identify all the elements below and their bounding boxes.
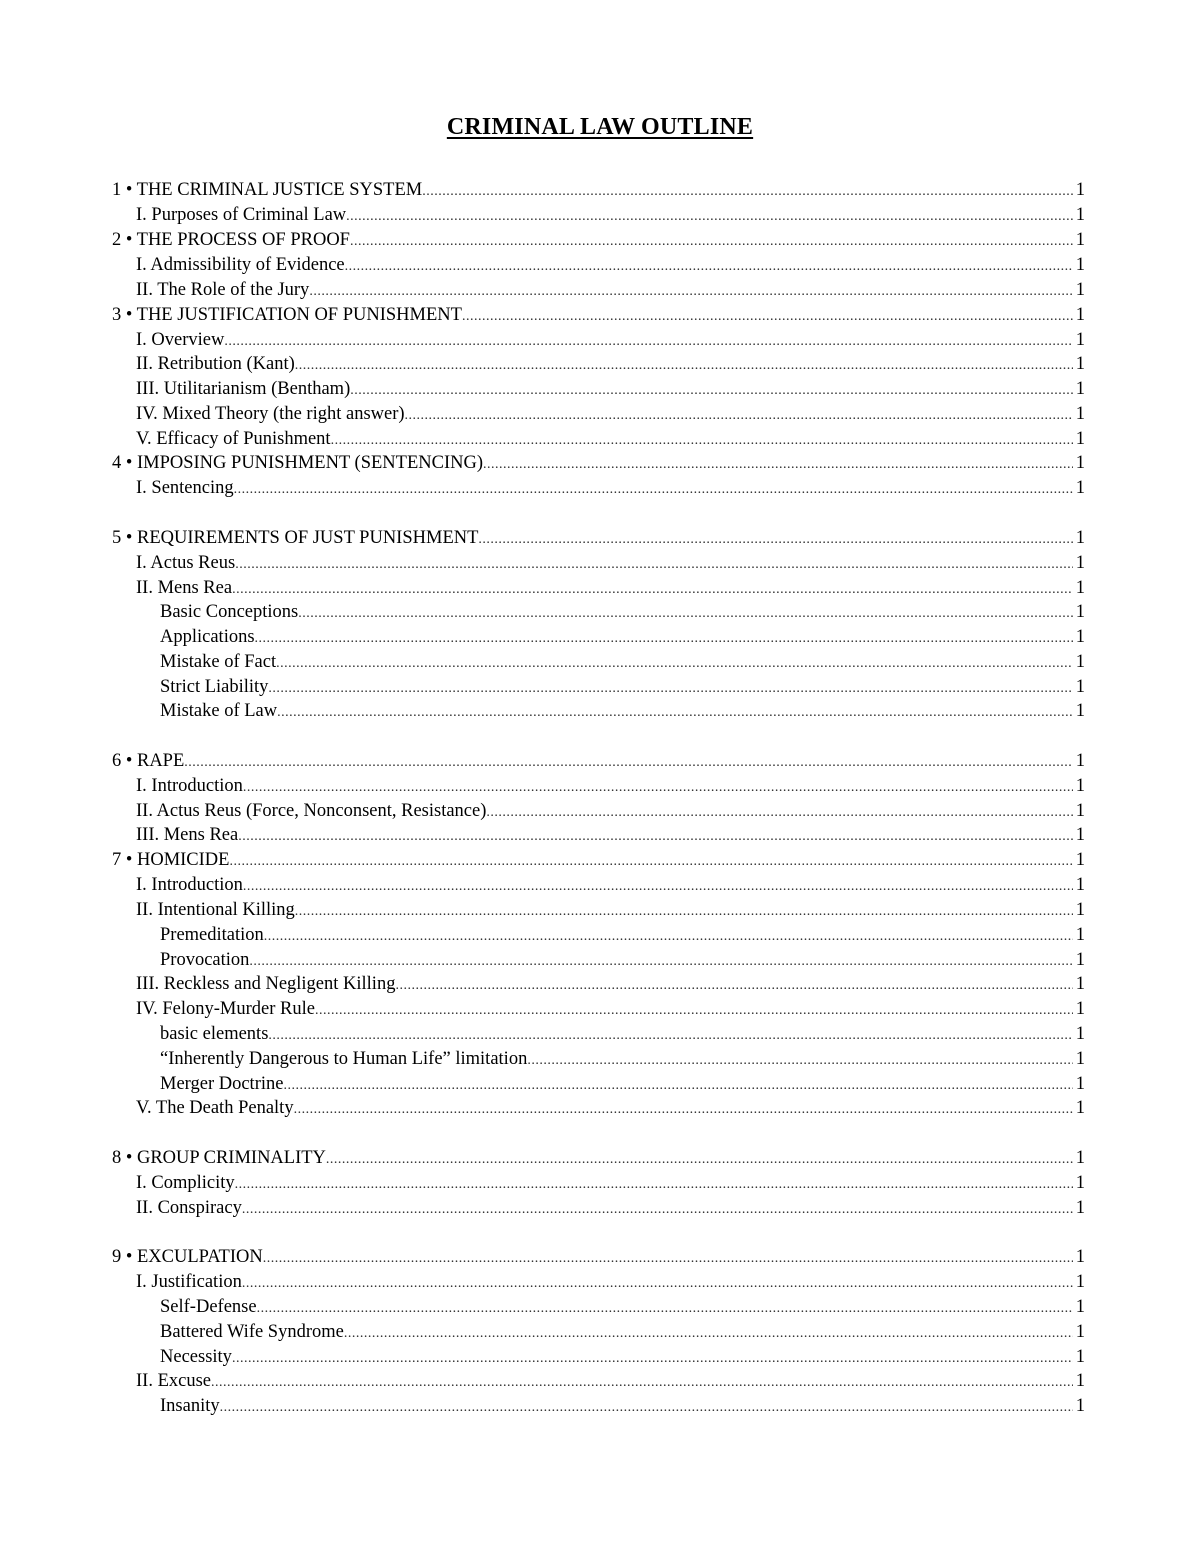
toc-dot-leader	[527, 1049, 1073, 1071]
toc-subsection-entry	[160, 1022, 1085, 1046]
toc-page-number: 1	[1075, 528, 1085, 548]
toc-entry-label: 5 • REQUIREMENTS OF JUST PUNISHMENT	[112, 528, 479, 548]
toc-page-number: 1	[1075, 602, 1085, 622]
toc-subsection-entry	[160, 1072, 1085, 1096]
toc-page-number: 1	[1075, 925, 1085, 945]
toc-page-number: 1	[1075, 205, 1085, 225]
toc-dot-leader	[350, 379, 1073, 401]
toc-entry-label: V. Efficacy of Punishment	[136, 429, 331, 449]
toc-entry-label: I. Overview	[136, 330, 225, 350]
toc-entry-label: 8 • GROUP CRIMINALITY	[112, 1148, 326, 1168]
toc-entry-label: Premeditation	[160, 925, 264, 945]
toc-page-number: 1	[1075, 255, 1085, 275]
toc-page-number: 1	[1075, 1247, 1085, 1267]
toc-subsection-entry	[160, 625, 1085, 649]
toc-entry-label: “Inherently Dangerous to Human Life” limitation	[160, 1049, 528, 1069]
toc-dot-leader	[235, 1173, 1073, 1195]
toc-section-entry	[136, 551, 1085, 575]
toc-dot-leader	[295, 900, 1073, 922]
toc-chapter-entry	[112, 848, 1085, 872]
toc-dot-leader	[346, 205, 1073, 227]
toc-entry-label: 3 • THE JUSTIFICATION OF PUNISHMENT	[112, 305, 462, 325]
toc-entry-label: I. Introduction	[136, 875, 243, 895]
toc-subsection-entry	[160, 650, 1085, 674]
toc-page-number: 1	[1075, 875, 1085, 895]
toc-page-number: 1	[1075, 180, 1085, 200]
toc-section-entry	[136, 427, 1085, 451]
toc-section-entry	[136, 823, 1085, 847]
toc-dot-leader	[483, 453, 1073, 475]
toc-dot-leader	[264, 925, 1073, 947]
toc-entry-label: III. Reckless and Negligent Killing	[136, 974, 396, 994]
toc-entry-label: II. Excuse	[136, 1371, 211, 1391]
toc-entry-label: Battered Wife Syndrome	[160, 1322, 344, 1342]
toc-dot-leader	[242, 1272, 1073, 1294]
toc-page-number: 1	[1075, 776, 1085, 796]
toc-dot-leader	[224, 330, 1073, 352]
toc-chapter-entry	[112, 1146, 1085, 1170]
toc-dot-leader	[344, 1322, 1073, 1344]
toc-dot-leader	[242, 1198, 1073, 1220]
toc-page-number: 1	[1075, 1396, 1085, 1416]
toc-entry-label: 1 • THE CRIMINAL JUSTICE SYSTEM	[112, 180, 423, 200]
toc-entry-label: 2 • THE PROCESS OF PROOF	[112, 230, 350, 250]
toc-entry-label: Self-Defense	[160, 1297, 257, 1317]
toc-subsection-entry	[160, 600, 1085, 624]
toc-chapter-entry	[112, 303, 1085, 327]
toc-page-number: 1	[1075, 677, 1085, 697]
toc-entry-label: Strict Liability	[160, 677, 269, 697]
toc-dot-leader	[257, 1297, 1073, 1319]
toc-dot-leader	[232, 1347, 1073, 1369]
toc-dot-leader	[478, 528, 1073, 550]
toc-page-number: 1	[1075, 627, 1085, 647]
toc-entry-label: Mistake of Law	[160, 701, 278, 721]
toc-dot-leader	[309, 280, 1073, 302]
toc-page-number: 1	[1075, 1074, 1085, 1094]
toc-page-number: 1	[1075, 1024, 1085, 1044]
toc-dot-leader	[234, 478, 1073, 500]
toc-entry-label: 7 • HOMICIDE	[112, 850, 230, 870]
toc-page-number: 1	[1075, 429, 1085, 449]
toc-dot-leader	[268, 677, 1073, 699]
toc-subsection-entry	[160, 675, 1085, 699]
toc-page-number: 1	[1075, 230, 1085, 250]
toc-entry-label: Merger Doctrine	[160, 1074, 284, 1094]
toc-entry-label: Provocation	[160, 950, 250, 970]
toc-entry-label: II. Retribution (Kant)	[136, 354, 295, 374]
toc-subsection-entry	[160, 1345, 1085, 1369]
toc-chapter-entry	[112, 228, 1085, 252]
toc-dot-leader	[220, 1396, 1073, 1418]
toc-subsection-entry	[160, 1047, 1085, 1071]
toc-entry-label: V. The Death Penalty	[136, 1098, 294, 1118]
toc-page-number: 1	[1075, 999, 1085, 1019]
toc-page-number: 1	[1075, 453, 1085, 473]
toc-entry-label: IV. Mixed Theory (the right answer)	[136, 404, 405, 424]
toc-page-number: 1	[1075, 1347, 1085, 1367]
toc-dot-leader	[232, 578, 1073, 600]
toc-entry-label: II. Conspiracy	[136, 1198, 242, 1218]
toc-dot-leader	[255, 627, 1073, 649]
toc-entry-label: IV. Felony-Murder Rule	[136, 999, 315, 1019]
toc-dot-leader	[315, 999, 1073, 1021]
toc-entry-label: I. Introduction	[136, 776, 243, 796]
toc-page-number: 1	[1075, 751, 1085, 771]
toc-page-number: 1	[1075, 1098, 1085, 1118]
toc-dot-leader	[243, 875, 1073, 897]
toc-page-number: 1	[1075, 1272, 1085, 1292]
toc-entry-label: II. Mens Rea	[136, 578, 233, 598]
toc-dot-leader	[263, 1247, 1073, 1269]
toc-dot-leader	[238, 825, 1073, 847]
toc-dot-leader	[283, 1074, 1073, 1096]
toc-subsection-entry	[160, 1394, 1085, 1418]
toc-section-entry	[136, 873, 1085, 897]
toc-dot-leader	[298, 602, 1073, 624]
toc-page-number: 1	[1075, 379, 1085, 399]
toc-dot-leader	[462, 305, 1073, 327]
toc-section-entry	[136, 278, 1085, 302]
toc-section-entry	[136, 972, 1085, 996]
toc-dot-leader	[294, 1098, 1073, 1120]
toc-page-number: 1	[1075, 825, 1085, 845]
toc-entry-label: Necessity	[160, 1347, 232, 1367]
toc-chapter-entry	[112, 178, 1085, 202]
toc-section-entry	[136, 898, 1085, 922]
toc-page-number: 1	[1075, 1371, 1085, 1391]
toc-dot-leader	[422, 180, 1073, 202]
toc-dot-leader	[211, 1371, 1073, 1393]
toc-section-entry	[136, 476, 1085, 500]
toc-dot-leader	[326, 1148, 1073, 1170]
toc-section-entry	[136, 997, 1085, 1021]
toc-entry-label: II. Intentional Killing	[136, 900, 295, 920]
toc-entry-label: I. Actus Reus	[136, 553, 236, 573]
toc-entry-label: III. Mens Rea	[136, 825, 239, 845]
toc-section-entry	[136, 253, 1085, 277]
toc-dot-leader	[268, 1024, 1073, 1046]
toc-section-entry	[136, 328, 1085, 352]
toc-section-entry	[136, 774, 1085, 798]
toc-chapter-entry	[112, 1245, 1085, 1269]
toc-page-number: 1	[1075, 578, 1085, 598]
toc-entry-label: Basic Conceptions	[160, 602, 299, 622]
toc-page-number: 1	[1075, 900, 1085, 920]
toc-section-entry	[136, 377, 1085, 401]
toc-section-entry	[136, 1196, 1085, 1220]
toc-entry-label: Applications	[160, 627, 255, 647]
toc-subsection-entry	[160, 1295, 1085, 1319]
toc-chapter-entry	[112, 749, 1085, 773]
toc-dot-leader	[486, 801, 1073, 823]
toc-page-number: 1	[1075, 305, 1085, 325]
toc-section-entry	[136, 1171, 1085, 1195]
document-title: CRIMINAL LAW OUTLINE	[446, 114, 754, 140]
toc-page-number: 1	[1075, 1322, 1085, 1342]
toc-subsection-entry	[160, 699, 1085, 723]
toc-dot-leader	[345, 255, 1073, 277]
toc-page-number: 1	[1075, 354, 1085, 374]
toc-entry-label: Mistake of Fact	[160, 652, 277, 672]
toc-dot-leader	[331, 429, 1073, 451]
toc-chapter-entry	[112, 451, 1085, 475]
toc-section-entry	[136, 1096, 1085, 1120]
toc-subsection-entry	[160, 948, 1085, 972]
toc-dot-leader	[405, 404, 1073, 426]
toc-page-number: 1	[1075, 950, 1085, 970]
toc-dot-leader	[184, 751, 1073, 773]
toc-page-number: 1	[1075, 280, 1085, 300]
toc-dot-leader	[276, 652, 1073, 674]
toc-page-number: 1	[1075, 974, 1085, 994]
toc-dot-leader	[249, 950, 1073, 972]
toc-entry-label: basic elements	[160, 1024, 269, 1044]
toc-page-number: 1	[1075, 553, 1085, 573]
toc-entry-label: 6 • RAPE	[112, 751, 185, 771]
toc-subsection-entry	[160, 923, 1085, 947]
toc-dot-leader	[229, 850, 1073, 872]
toc-entry-label: I. Justification	[136, 1272, 242, 1292]
toc-page-number: 1	[1075, 330, 1085, 350]
toc-entry-label: I. Purposes of Criminal Law	[136, 205, 347, 225]
toc-page-number: 1	[1075, 1148, 1085, 1168]
toc-dot-leader	[350, 230, 1073, 252]
toc-page-number: 1	[1075, 850, 1085, 870]
toc-dot-leader	[243, 776, 1073, 798]
toc-page-number: 1	[1075, 1198, 1085, 1218]
toc-entry-label: 4 • IMPOSING PUNISHMENT (SENTENCING)	[112, 453, 484, 473]
toc-page-number: 1	[1075, 801, 1085, 821]
toc-dot-leader	[277, 701, 1073, 723]
toc-entry-label: II. The Role of the Jury	[136, 280, 310, 300]
toc-dot-leader	[395, 974, 1073, 996]
toc-page-number: 1	[1075, 1297, 1085, 1317]
toc-entry-label: II. Actus Reus (Force, Nonconsent, Resistance)	[136, 801, 487, 821]
toc-entry-label: 9 • EXCULPATION	[112, 1247, 263, 1267]
toc-section-entry	[136, 1270, 1085, 1294]
toc-page-number: 1	[1075, 1173, 1085, 1193]
toc-dot-leader	[235, 553, 1073, 575]
toc-entry-label: I. Sentencing	[136, 478, 234, 498]
toc-page-number: 1	[1075, 1049, 1085, 1069]
toc-entry-label: Insanity	[160, 1396, 220, 1416]
toc-dot-leader	[295, 354, 1073, 376]
toc-section-entry	[136, 203, 1085, 227]
toc-page-number: 1	[1075, 478, 1085, 498]
toc-subsection-entry	[160, 1320, 1085, 1344]
toc-section-entry	[136, 1369, 1085, 1393]
toc-page-number: 1	[1075, 652, 1085, 672]
toc-section-entry	[136, 799, 1085, 823]
toc-page-number: 1	[1075, 701, 1085, 721]
toc-entry-label: I. Admissibility of Evidence	[136, 255, 345, 275]
toc-chapter-entry	[112, 526, 1085, 550]
toc-entry-label: III. Utilitarianism (Bentham)	[136, 379, 351, 399]
toc-entry-label: I. Complicity	[136, 1173, 235, 1193]
toc-section-entry	[136, 576, 1085, 600]
toc-section-entry	[136, 402, 1085, 426]
toc-section-entry	[136, 352, 1085, 376]
toc-page-number: 1	[1075, 404, 1085, 424]
